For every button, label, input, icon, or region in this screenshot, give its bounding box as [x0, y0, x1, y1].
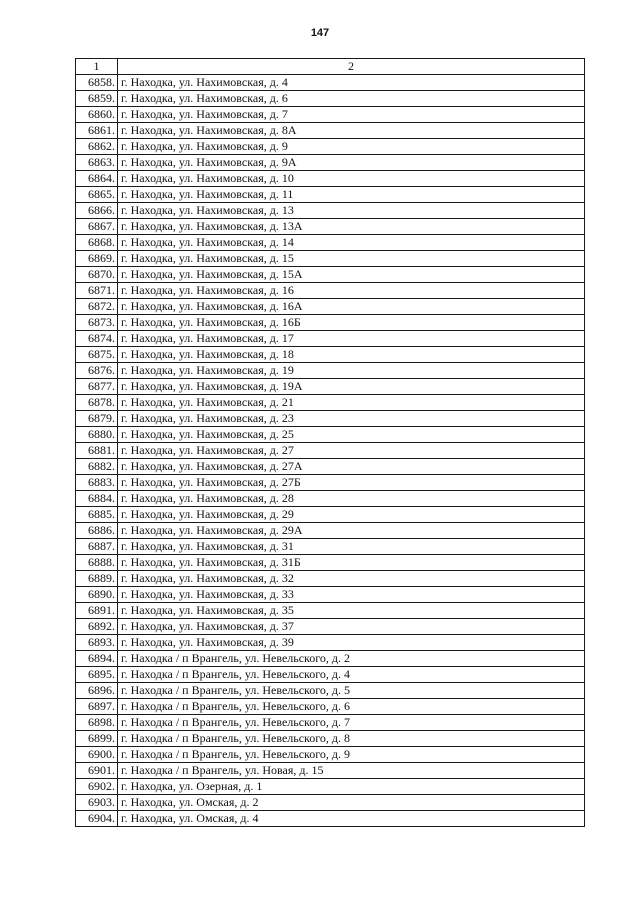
- row-address: г. Находка, ул. Озерная, д. 1: [118, 779, 585, 795]
- row-address: г. Находка, ул. Нахимовская, д. 9А: [118, 155, 585, 171]
- row-number: 6864.: [76, 171, 118, 187]
- row-number: 6858.: [76, 75, 118, 91]
- row-address: г. Находка / п Врангель, ул. Невельского, д. 8: [118, 731, 585, 747]
- row-number: 6859.: [76, 91, 118, 107]
- row-address: г. Находка, ул. Нахимовская, д. 31: [118, 539, 585, 555]
- row-address: г. Находка, ул. Нахимовская, д. 27Б: [118, 475, 585, 491]
- table-row: [76, 459, 585, 475]
- row-address: г. Находка, ул. Нахимовская, д. 27А: [118, 459, 585, 475]
- table-row: [76, 411, 585, 427]
- address-table: [75, 58, 585, 827]
- table-row: [76, 635, 585, 651]
- row-address: г. Находка / п Врангель, ул. Новая, д. 15: [118, 763, 585, 779]
- row-number: 6877.: [76, 379, 118, 395]
- row-number: 6869.: [76, 251, 118, 267]
- row-address: г. Находка, ул. Нахимовская, д. 10: [118, 171, 585, 187]
- row-number: 6883.: [76, 475, 118, 491]
- row-number: 6894.: [76, 651, 118, 667]
- row-number: 6896.: [76, 683, 118, 699]
- table-row: [76, 715, 585, 731]
- row-address: г. Находка, ул. Нахимовская, д. 16Б: [118, 315, 585, 331]
- table-row: [76, 267, 585, 283]
- row-address: г. Находка, ул. Нахимовская, д. 19: [118, 363, 585, 379]
- row-address: г. Находка, ул. Нахимовская, д. 18: [118, 347, 585, 363]
- row-number: 6890.: [76, 587, 118, 603]
- table-row: [76, 587, 585, 603]
- table-row: [76, 699, 585, 715]
- row-address: г. Находка, ул. Нахимовская, д. 11: [118, 187, 585, 203]
- table-row: [76, 235, 585, 251]
- table-row: [76, 443, 585, 459]
- row-number: 6888.: [76, 555, 118, 571]
- row-address: г. Находка, ул. Нахимовская, д. 39: [118, 635, 585, 651]
- row-number: 6874.: [76, 331, 118, 347]
- row-number: 6903.: [76, 795, 118, 811]
- row-address: г. Находка, ул. Нахимовская, д. 6: [118, 91, 585, 107]
- table-row: [76, 475, 585, 491]
- table-row: [76, 331, 585, 347]
- row-number: 6887.: [76, 539, 118, 555]
- table-row: [76, 315, 585, 331]
- table-row: [76, 155, 585, 171]
- table-row: [76, 251, 585, 267]
- column-header-number: 1: [76, 59, 118, 75]
- row-address: г. Находка, ул. Нахимовская, д. 33: [118, 587, 585, 603]
- table-row: [76, 683, 585, 699]
- row-number: 6898.: [76, 715, 118, 731]
- row-number: 6861.: [76, 123, 118, 139]
- row-address: г. Находка, ул. Нахимовская, д. 23: [118, 411, 585, 427]
- table-row: [76, 731, 585, 747]
- row-number: 6867.: [76, 219, 118, 235]
- row-number: 6889.: [76, 571, 118, 587]
- table-row: [76, 763, 585, 779]
- row-number: 6868.: [76, 235, 118, 251]
- row-address: г. Находка, ул. Нахимовская, д. 25: [118, 427, 585, 443]
- row-address: г. Находка, ул. Нахимовская, д. 28: [118, 491, 585, 507]
- table-row: [76, 507, 585, 523]
- row-number: 6863.: [76, 155, 118, 171]
- table-row: [76, 491, 585, 507]
- row-number: 6873.: [76, 315, 118, 331]
- row-address: г. Находка, ул. Омская, д. 4: [118, 811, 585, 827]
- row-number: 6904.: [76, 811, 118, 827]
- row-number: 6882.: [76, 459, 118, 475]
- table-row: [76, 603, 585, 619]
- row-address: г. Находка, ул. Нахимовская, д. 14: [118, 235, 585, 251]
- table-row: [76, 91, 585, 107]
- row-number: 6871.: [76, 283, 118, 299]
- row-number: 6875.: [76, 347, 118, 363]
- table-row: [76, 811, 585, 827]
- row-address: г. Находка, ул. Нахимовская, д. 16А: [118, 299, 585, 315]
- table-row: [76, 299, 585, 315]
- row-address: г. Находка / п Врангель, ул. Невельского, д. 7: [118, 715, 585, 731]
- row-address: г. Находка / п Врангель, ул. Невельского, д. 9: [118, 747, 585, 763]
- row-number: 6897.: [76, 699, 118, 715]
- table-row: [76, 347, 585, 363]
- row-address: г. Находка, ул. Нахимовская, д. 31Б: [118, 555, 585, 571]
- row-number: 6870.: [76, 267, 118, 283]
- table-header-row: [76, 59, 585, 75]
- row-address: г. Находка, ул. Нахимовская, д. 17: [118, 331, 585, 347]
- row-number: 6860.: [76, 107, 118, 123]
- table-row: [76, 203, 585, 219]
- row-number: 6900.: [76, 747, 118, 763]
- row-number: 6865.: [76, 187, 118, 203]
- row-number: 6902.: [76, 779, 118, 795]
- table-row: [76, 555, 585, 571]
- row-address: г. Находка, ул. Нахимовская, д. 29А: [118, 523, 585, 539]
- row-address: г. Находка / п Врангель, ул. Невельского, д. 2: [118, 651, 585, 667]
- table-row: [76, 107, 585, 123]
- row-number: 6862.: [76, 139, 118, 155]
- table-row: [76, 283, 585, 299]
- table-row: [76, 123, 585, 139]
- row-address: г. Находка / п Врангель, ул. Невельского, д. 6: [118, 699, 585, 715]
- row-address: г. Находка, ул. Омская, д. 2: [118, 795, 585, 811]
- row-number: 6878.: [76, 395, 118, 411]
- row-address: г. Находка, ул. Нахимовская, д. 19А: [118, 379, 585, 395]
- row-number: 6886.: [76, 523, 118, 539]
- row-number: 6879.: [76, 411, 118, 427]
- table-row: [76, 795, 585, 811]
- table-row: [76, 395, 585, 411]
- row-number: 6895.: [76, 667, 118, 683]
- table-row: [76, 75, 585, 91]
- row-address: г. Находка, ул. Нахимовская, д. 27: [118, 443, 585, 459]
- row-number: 6866.: [76, 203, 118, 219]
- row-number: 6892.: [76, 619, 118, 635]
- table-row: [76, 571, 585, 587]
- row-address: г. Находка, ул. Нахимовская, д. 21: [118, 395, 585, 411]
- row-number: 6872.: [76, 299, 118, 315]
- row-address: г. Находка, ул. Нахимовская, д. 9: [118, 139, 585, 155]
- row-number: 6884.: [76, 491, 118, 507]
- row-address: г. Находка, ул. Нахимовская, д. 35: [118, 603, 585, 619]
- row-number: 6893.: [76, 635, 118, 651]
- row-number: 6885.: [76, 507, 118, 523]
- table-row: [76, 667, 585, 683]
- row-address: г. Находка, ул. Нахимовская, д. 32: [118, 571, 585, 587]
- row-address: г. Находка, ул. Нахимовская, д. 29: [118, 507, 585, 523]
- row-address: г. Находка, ул. Нахимовская, д. 16: [118, 283, 585, 299]
- table-row: [76, 171, 585, 187]
- table-row: [76, 219, 585, 235]
- row-address: г. Находка, ул. Нахимовская, д. 15А: [118, 267, 585, 283]
- table-row: [76, 187, 585, 203]
- table-row: [76, 363, 585, 379]
- row-address: г. Находка, ул. Нахимовская, д. 7: [118, 107, 585, 123]
- page-number: 147: [310, 27, 330, 39]
- row-address: г. Находка, ул. Нахимовская, д. 8А: [118, 123, 585, 139]
- row-number: 6876.: [76, 363, 118, 379]
- row-address: г. Находка / п Врангель, ул. Невельского, д. 5: [118, 683, 585, 699]
- column-header-address: 2: [118, 59, 585, 75]
- row-number: 6881.: [76, 443, 118, 459]
- table-row: [76, 427, 585, 443]
- table-row: [76, 379, 585, 395]
- row-address: г. Находка, ул. Нахимовская, д. 13: [118, 203, 585, 219]
- row-number: 6901.: [76, 763, 118, 779]
- row-number: 6899.: [76, 731, 118, 747]
- row-address: г. Находка / п Врангель, ул. Невельского, д. 4: [118, 667, 585, 683]
- table-row: [76, 619, 585, 635]
- row-address: г. Находка, ул. Нахимовская, д. 13А: [118, 219, 585, 235]
- table-row: [76, 523, 585, 539]
- table-row: [76, 539, 585, 555]
- table-row: [76, 747, 585, 763]
- row-number: 6891.: [76, 603, 118, 619]
- row-address: г. Находка, ул. Нахимовская, д. 15: [118, 251, 585, 267]
- table-row: [76, 651, 585, 667]
- row-address: г. Находка, ул. Нахимовская, д. 4: [118, 75, 585, 91]
- table-row: [76, 779, 585, 795]
- row-number: 6880.: [76, 427, 118, 443]
- row-address: г. Находка, ул. Нахимовская, д. 37: [118, 619, 585, 635]
- table-row: [76, 139, 585, 155]
- table-body: [76, 59, 585, 827]
